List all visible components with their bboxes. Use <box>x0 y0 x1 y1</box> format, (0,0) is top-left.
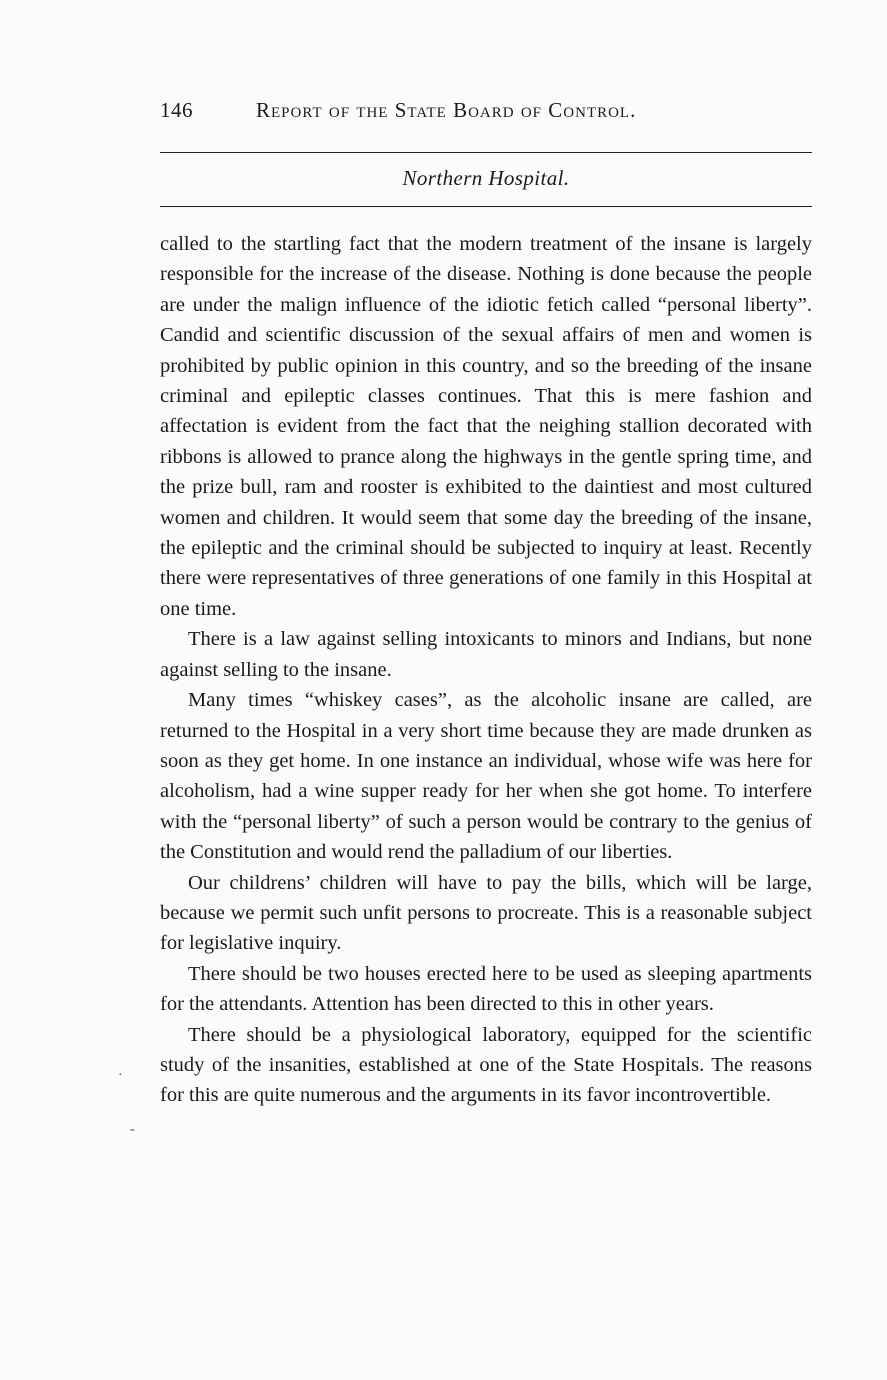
paragraph: Many times “whiskey cases”, as the alcoholic insane are called, are returned to the Hospital in a very short time because they are made drunken as soon as they get home. In one instance an individual, whose wife was here for alcoholism, had a wine supper ready for her when she got home. To interfere with the “personal liberty” of such a person would be contrary to the genius of the Constitution and would rend the palladium of our liberties. <box>160 689 812 864</box>
running-head <box>160 96 812 130</box>
paragraph: There should be a physiological laboratory, equipped for the scientific study of the insanities, established at one of the State Hospitals. The reasons for this are quite numerous and the arguments in its favor incontrovertible. <box>160 1023 812 1107</box>
print-speck: · <box>118 1068 123 1083</box>
print-speck: - <box>130 1122 135 1137</box>
body-text <box>160 229 812 1111</box>
paragraph: There is a law against selling intoxicants to minors and Indians, but none against selling to the insane. <box>160 628 812 681</box>
header-rule-top <box>160 152 812 153</box>
paragraph-continued: called to the startling fact that the modern treatment of the insane is largely responsible for the increase of the disease. Nothing is done because the people are under the malign influence of the idiotic fetich called “personal liberty”. Candid and scientific discussion of the sexual affairs of men and women is prohibited by public opinion in this country, and so the breeding of the insane criminal and epileptic classes continues. That this is mere fashion and affectation is evident from the fact that the neighing stallion decorated with ribbons is allowed to prance along the highways in the gentle spring time, and the prize bull, ram and rooster is exhibited to the daintiest and most cultured women and children. It would seem that some day the breeding of the insane, the epileptic and the criminal should be subjected to inquiry at least. Recently there were representatives of three generations of one family in this Hospital at one time. <box>160 233 812 620</box>
paragraph: There should be two houses erected here to be used as sleeping apartments for the attendants. Attention has been directed to this in other years. <box>160 962 812 1016</box>
header-rule-bottom <box>160 206 812 207</box>
running-head-title: Report of the State Board of Control. <box>256 98 637 122</box>
page-number: 146 <box>160 98 193 122</box>
paragraph: Our childrens’ children will have to pay the bills, which will be large, because we permit such unfit persons to procreate. This is a reasonable subject for legislative inquiry. <box>160 871 812 955</box>
section-title: Northern Hospital. <box>402 166 570 190</box>
